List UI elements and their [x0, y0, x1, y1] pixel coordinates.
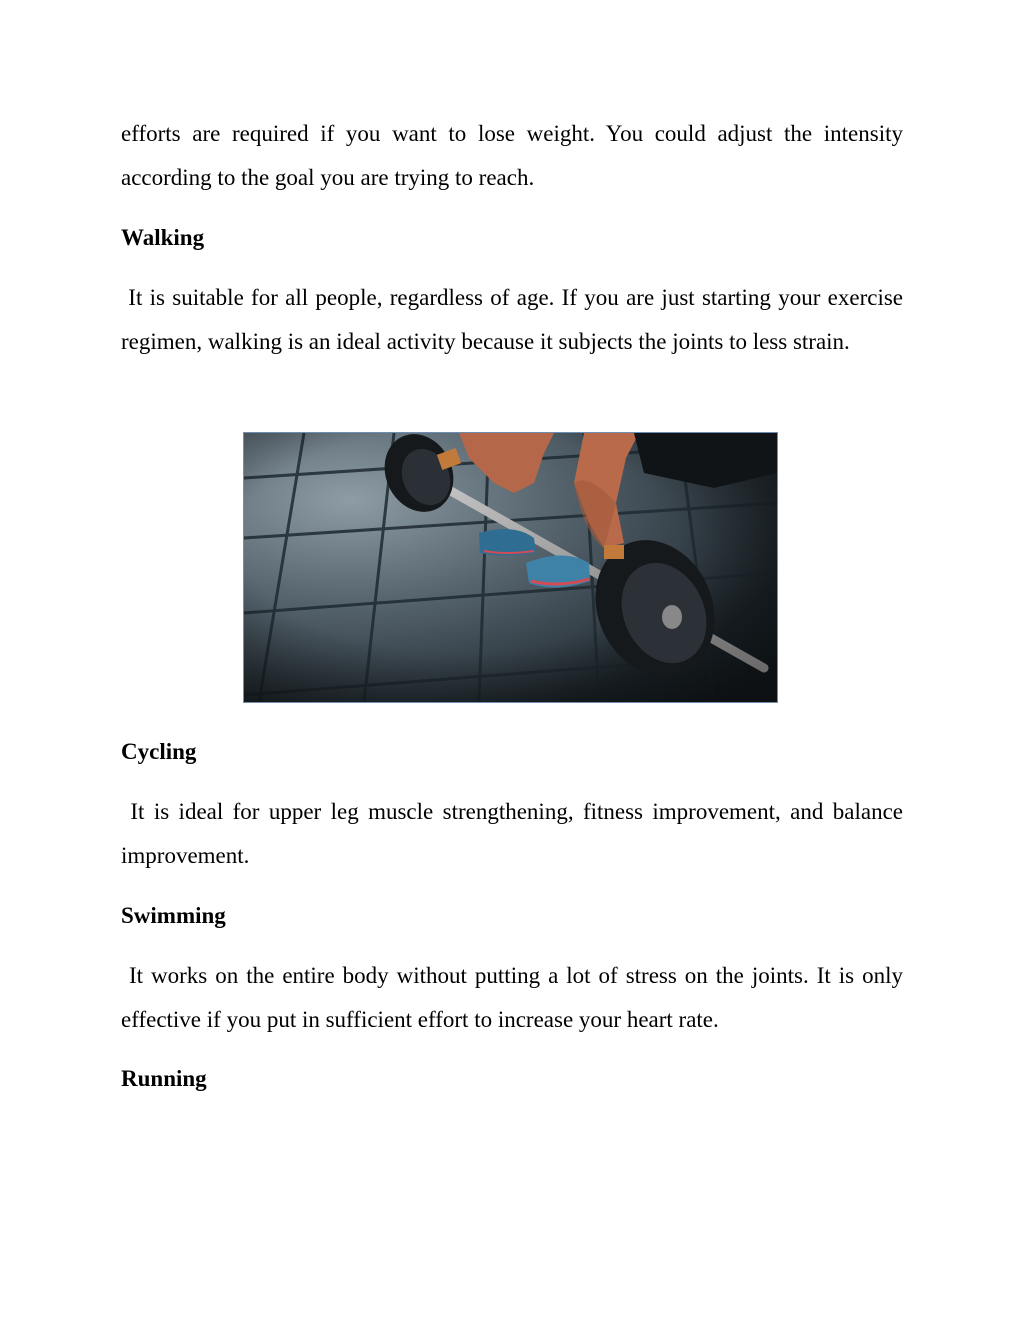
swimming-heading: Swimming: [121, 903, 226, 928]
cycling-paragraph: It is ideal for upper leg muscle strengthening, fitness improvement, and balance improvement.: [121, 799, 903, 868]
walking-paragraph: It is suitable for all people, regardless of age. If you are just starting your exercise regimen, walking is an ideal activity because it subjects the joints to less strain.: [121, 285, 903, 354]
cycling-heading: Cycling: [121, 739, 197, 764]
walking-heading: Walking: [121, 225, 205, 250]
swimming-paragraph: It works on the entire body without putting a lot of stress on the joints. It is only effective if you put in sufficient effort to increase your heart rate.: [121, 963, 903, 1032]
barbell-deadlift-photo: [243, 432, 778, 703]
barbell-illustration: [244, 433, 777, 702]
running-heading: Running: [121, 1066, 207, 1091]
intro-paragraph: efforts are required if you want to lose weight. You could adjust the intensity according to the goal you are trying to reach.: [121, 121, 903, 190]
photo-frame: [243, 432, 778, 703]
